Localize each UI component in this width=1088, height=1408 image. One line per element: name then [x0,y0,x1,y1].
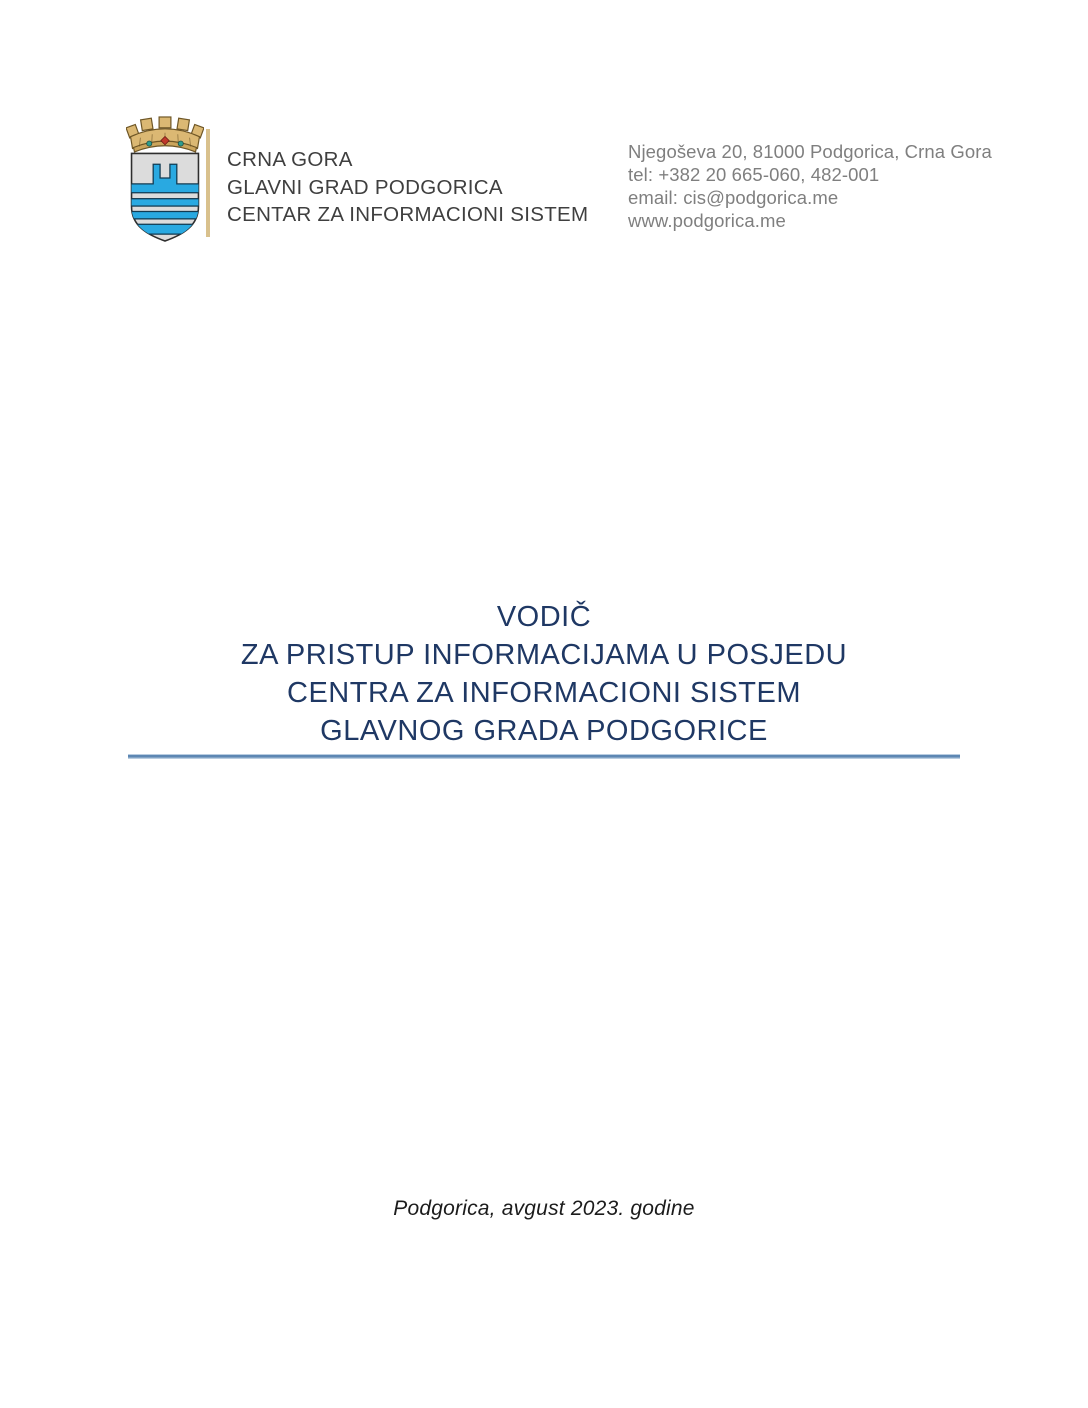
crown-jewel-left [147,141,152,146]
contact-email: email: cis@podgorica.me [628,187,839,208]
podgorica-coat-of-arms-icon [126,116,204,242]
org-line-country: CRNA GORA [227,148,353,171]
title-line-2: ZA PRISTUP INFORMACIJAMA U POSJEDU [240,639,848,671]
document-title [128,598,960,750]
contact-block [628,140,992,232]
title-line-3: CENTRA ZA INFORMACIONI SISTEM [287,677,801,709]
crown-jewel-right [178,141,183,146]
title-underline-rule [128,754,960,759]
title-line-1: VODIČ [496,601,592,633]
header-divider [206,129,210,237]
org-line-city: GLAVNI GRAD PODGORICA [227,175,503,199]
contact-website: www.podgorica.me [628,210,786,231]
org-line-department: CENTAR ZA INFORMACIONI SISTEM [227,203,589,226]
date-line: Podgorica, avgust 2023. godine [393,1197,695,1220]
title-line-4: GLAVNOG GRADA PODGORICE [320,715,768,747]
contact-phone: tel: +382 20 665-060, 482-001 [628,164,880,185]
contact-address: Njegoševa 20, 81000 Podgorica, Crna Gora [628,141,992,162]
crown-merlons [126,117,204,152]
organization-block [227,146,588,229]
